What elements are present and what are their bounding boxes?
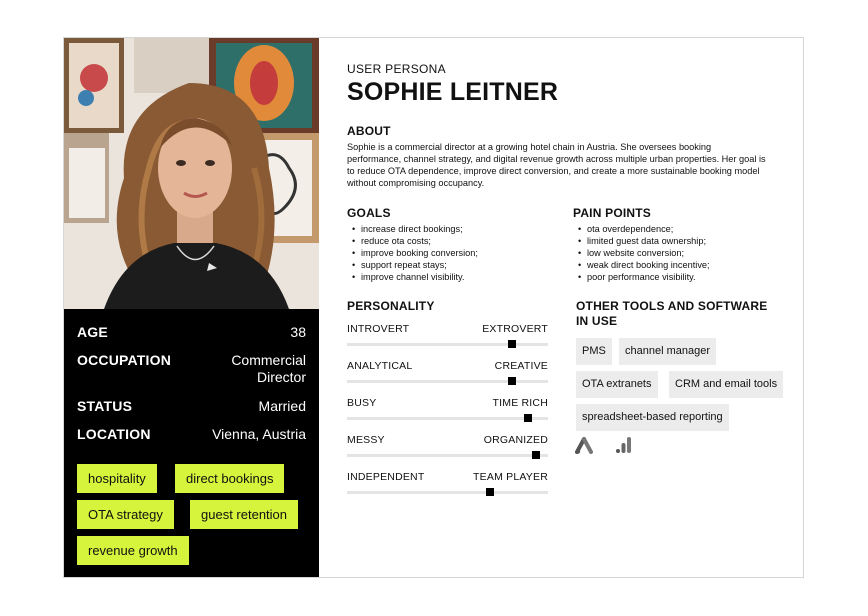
age-value: 38 [290,324,306,340]
trait-left-label: INDEPENDENT [347,471,425,483]
trait-right-label: EXTROVERT [482,323,548,335]
persona-name: SOPHIE LEITNER [347,78,559,106]
trait-knob[interactable] [486,488,494,496]
tool-chip-ota-extranets[interactable]: OTA extranets [576,371,658,398]
occupation-value: Commercial Director [231,352,306,385]
age-row [77,324,306,341]
tag-guest-retention[interactable]: guest retention [190,500,298,529]
trait-slider [347,434,548,464]
goal-item: • increase direct bookings; [347,223,478,235]
trait-track [347,380,548,383]
pain-point-item: • low website conversion; [573,247,710,259]
trait-right-label: ORGANIZED [483,434,548,446]
trait-slider [347,360,548,390]
tools-heading: OTHER TOOLS AND SOFTWARE IN USE [576,299,768,328]
tag-hospitality[interactable]: hospitality [77,464,157,493]
trait-knob[interactable] [508,340,516,348]
trait-left-label: MESSY [347,434,385,446]
age-label: AGE [77,324,108,340]
location-value: Vienna, Austria [212,426,306,442]
tag-direct-bookings[interactable]: direct bookings [175,464,284,493]
trait-left-label: ANALYTICAL [347,360,413,372]
trait-slider [347,397,548,427]
tool-chip-channel-manager[interactable]: channel manager [619,338,716,365]
trait-knob[interactable] [508,377,516,385]
status-value: Married [258,398,306,414]
trait-knob[interactable] [532,451,540,459]
location-row [77,426,306,443]
tag-revenue-growth[interactable]: revenue growth [77,536,189,565]
trait-track [347,491,548,494]
status-row [77,398,306,415]
trait-slider [347,323,548,353]
pain-point-item: • limited guest data ownership; [573,235,710,247]
trait-knob[interactable] [524,414,532,422]
tool-chip-pms[interactable]: PMS [576,338,612,365]
persona-card [63,37,804,578]
tool-chip-spreadsheet[interactable]: spreadsheet-based reporting [576,404,729,431]
personality-heading: PERSONALITY [347,299,435,313]
persona-photo [64,38,319,309]
about-text: Sophie is a commercial director at a growing hotel chain in Austria. She oversees booking performance, channel strategy, and digital revenue growth across multiple urban properties. Her goal is to reduce OTA dependence, improve direct conversion, and create a more sustainable booking model without compromising occupancy. [347,142,766,188]
pain-points-heading: PAIN POINTS [573,206,651,220]
trait-right-label: TIME RICH [492,397,548,409]
pain-point-item: • weak direct booking incentive; [573,259,710,271]
occupation-row [77,352,306,386]
tag-ota-strategy[interactable]: OTA strategy [77,500,174,529]
trait-left-label: BUSY [347,397,377,409]
pain-point-item: • poor performance visibility. [573,271,710,283]
tool-chip-crm[interactable]: CRM and email tools [669,371,783,398]
persona-eyebrow: USER PERSONA [347,62,446,76]
goal-item: • reduce ota costs; [347,235,478,247]
google-ads-icon [575,436,595,454]
trait-track [347,417,548,420]
location-label: LOCATION [77,426,151,442]
trait-left-label: INTROVERT [347,323,410,335]
trait-slider [347,471,548,501]
goal-item: • support repeat stays; [347,259,478,271]
goal-item: • improve booking conversion; [347,247,478,259]
pain-point-item: • ota overdependence; [573,223,710,235]
trait-track [347,343,548,346]
trait-right-label: CREATIVE [494,360,548,372]
trait-track [347,454,548,457]
occupation-label: OCCUPATION [77,352,172,368]
google-analytics-icon [615,436,633,454]
trait-right-label: TEAM PLAYER [473,471,548,483]
goal-item: • improve channel visibility. [347,271,478,283]
profile-panel [64,309,319,578]
goals-heading: GOALS [347,206,391,220]
about-heading: ABOUT [347,124,391,138]
goals-list [347,223,478,283]
pain-points-list [573,223,710,283]
tool-icons [575,436,633,454]
status-label: STATUS [77,398,133,414]
